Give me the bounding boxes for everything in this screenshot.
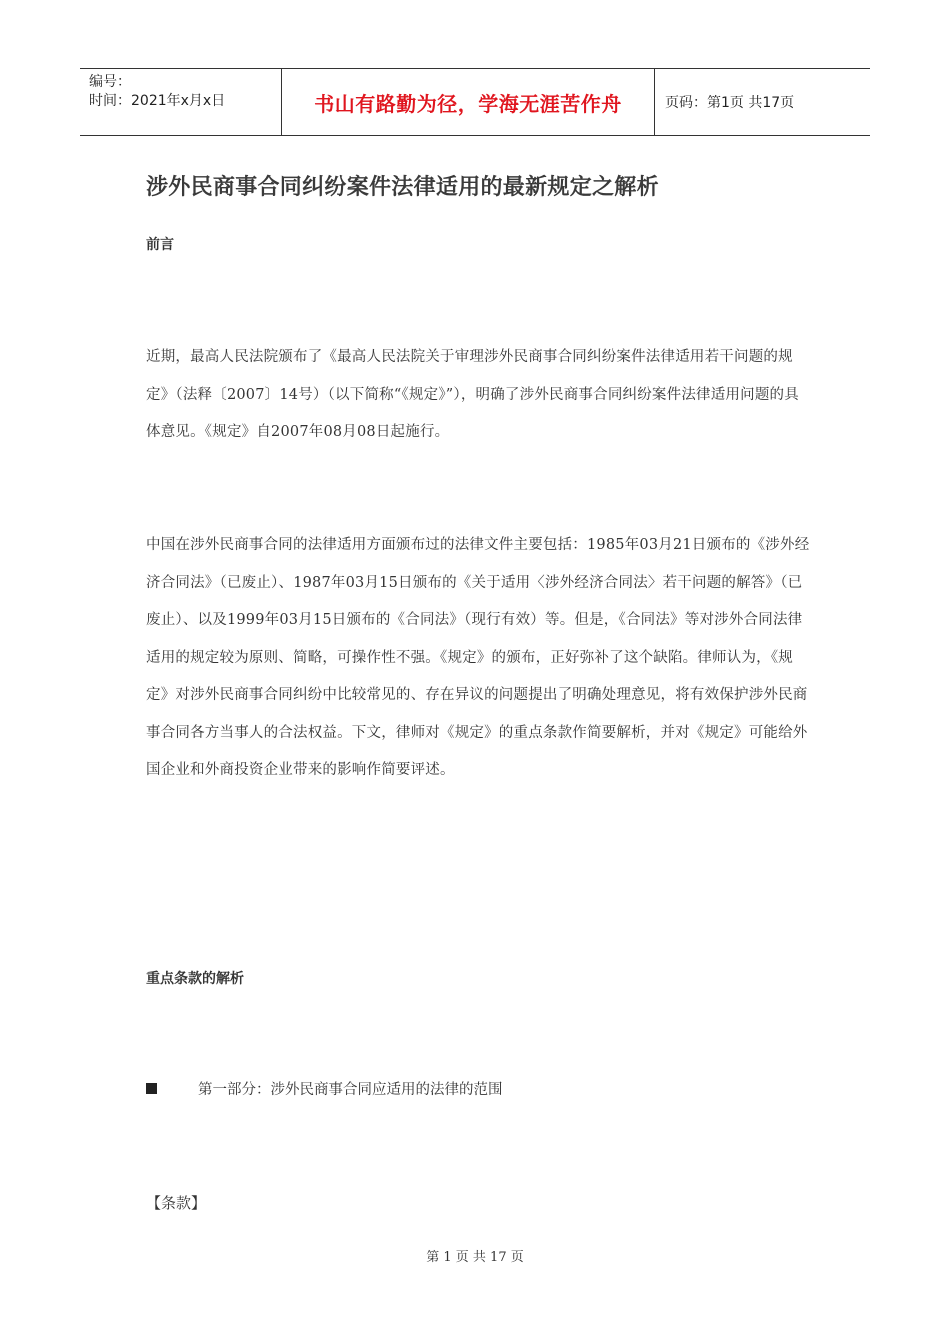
page-footer: 第 1 页 共 17 页 [426, 1250, 524, 1265]
document-header [80, 68, 870, 136]
time-label: 时间：2021年x月x日 [89, 93, 226, 109]
clause-label: 【条款】 [146, 1194, 207, 1212]
number-label: 编号： [89, 74, 131, 90]
key-clauses-heading: 重点条款的解析 [146, 971, 244, 987]
header-motto-cell [281, 69, 655, 135]
page-info: 页码：第1页 共17页 [665, 95, 795, 111]
paragraph-background: 中国在涉外民商事合同的法律适用方面颁布过的法律文件主要包括：1985年03月21日颁布的《涉外经济合同法》（已废止）、1987年03月15日颁布的《关于适用〈涉外经济合同法〉若干问题的解答》（已废止）、以及1999年03月15日颁布的《合同法》（现行有效）等。但是，《合同法》等对涉外合同法律适用的规定较为原则、简略，可操作性不强。《规定》的颁布，正好弥补了这个缺陷。律师认为，《规定》对涉外民商事合同纠纷中比较常见的、存在异议的问题提出了明确处理意见，将有效保护涉外民商事合同各方当事人的合法权益。下文，律师对《规定》的重点条款作简要解析，并对《规定》可能给外国企业和外商投资企业带来的影响作简要评述。 [146, 537, 810, 778]
header-meta [80, 69, 281, 135]
preface-heading: 前言 [146, 237, 174, 253]
part-one-item [146, 1078, 503, 1099]
motto-text: 书山有路勤为径，学海无涯苦作舟 [314, 91, 622, 116]
document-title: 涉外民商事合同纠纷案件法律适用的最新规定之解析 [146, 175, 659, 200]
header-page-cell [655, 69, 870, 135]
square-bullet-icon [146, 1083, 157, 1094]
part-one-text: 第一部分：涉外民商事合同应适用的法律的范围 [198, 1082, 503, 1098]
paragraph-intro: 近期，最高人民法院颁布了《最高人民法院关于审理涉外民商事合同纠纷案件法律适用若干问题的规定》（法释〔2007〕14号）（以下简称“《规定》”），明确了涉外民商事合同纠纷案件法律适用问题的具体意见。《规定》自2007年08月08日起施行。 [146, 349, 799, 440]
